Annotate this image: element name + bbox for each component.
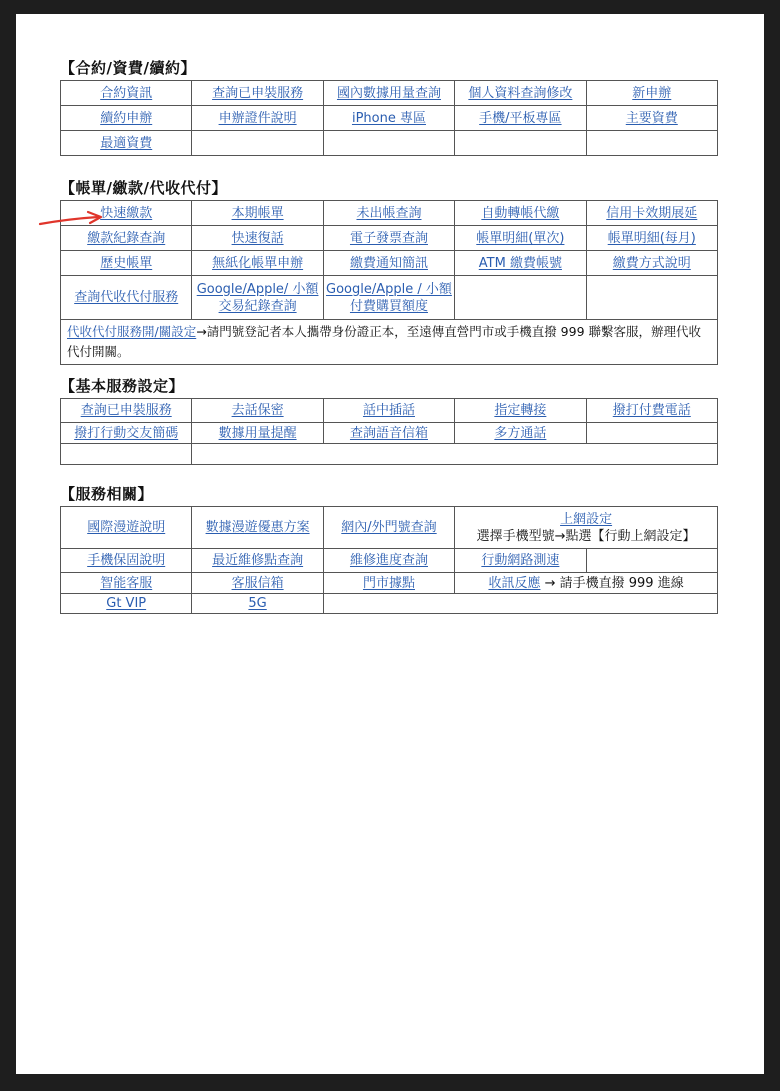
empty-cell (323, 594, 717, 614)
section-title-basic: 【基本服務設定】 (60, 377, 185, 395)
table-row (61, 594, 718, 614)
table-row (61, 276, 718, 320)
service-section (60, 484, 720, 614)
repair-progress-link[interactable]: 維修進度查詢 (323, 549, 454, 573)
signal-feedback-link[interactable]: 收訊反應 (488, 575, 541, 591)
atm-account-link[interactable]: ATM 繳費帳號 (455, 251, 586, 276)
empty-cell (586, 131, 717, 156)
collection-toggle-note (61, 320, 718, 365)
conference-call-link[interactable]: 多方通話 (455, 423, 586, 444)
signal-feedback-text: → 請手機直撥 999 進線 (540, 575, 684, 591)
paperless-bill-link[interactable]: 無紙化帳單申辦 (192, 251, 323, 276)
empty-cell (192, 131, 323, 156)
table-row (61, 444, 718, 465)
collection-toggle-link[interactable]: 代收代付服務開/關設定 (67, 324, 197, 339)
table-row (61, 423, 718, 444)
current-bill-link[interactable]: 本期帳單 (192, 201, 323, 226)
collection-service-link[interactable]: 查詢代收代付服務 (61, 276, 192, 320)
empty-cell (455, 276, 586, 320)
personal-data-link[interactable]: 個人資料查詢修改 (455, 81, 586, 106)
table-row (61, 106, 718, 131)
renewal-link[interactable]: 續約申辦 (61, 106, 192, 131)
installed-services-link[interactable]: 查詢已申裝服務 (61, 399, 192, 423)
payment-methods-link[interactable]: 繳費方式說明 (586, 251, 717, 276)
bill-detail-monthly-link[interactable]: 帳單明細(每月) (586, 226, 717, 251)
contract-table (60, 80, 718, 156)
bill-detail-single-link[interactable]: 帳單明細(單次) (455, 226, 586, 251)
payment-history-link[interactable]: 繳款紀錄查詢 (61, 226, 192, 251)
speed-test-link[interactable]: 行動網路測速 (455, 549, 586, 573)
payment-sms-link[interactable]: 繳費通知簡訊 (323, 251, 454, 276)
empty-cell (586, 423, 717, 444)
main-plans-link[interactable]: 主要資費 (586, 106, 717, 131)
installed-services-link[interactable]: 查詢已申裝服務 (192, 81, 323, 106)
store-locations-link[interactable]: 門市據點 (323, 573, 454, 594)
service-table (60, 506, 718, 614)
support-mailbox-link[interactable]: 客服信箱 (192, 573, 323, 594)
new-application-link[interactable]: 新申辦 (586, 81, 717, 106)
credit-card-extension-link[interactable]: 信用卡效期展延 (586, 201, 717, 226)
feedback-cell (455, 573, 718, 594)
five-g-link[interactable]: 5G (192, 594, 323, 614)
empty-cell (586, 276, 717, 320)
section-title-service: 【服務相關】 (60, 485, 154, 503)
table-row (61, 399, 718, 423)
basic-table (60, 398, 718, 465)
quick-payment-link[interactable]: 快速繳款 (61, 201, 192, 226)
table-row (61, 320, 718, 365)
auto-debit-link[interactable]: 自動轉帳代繳 (455, 201, 586, 226)
quick-reconnect-link[interactable]: 快速復話 (192, 226, 323, 251)
caller-id-privacy-link[interactable]: 去話保密 (192, 399, 323, 423)
call-forwarding-link[interactable]: 指定轉接 (455, 399, 586, 423)
nearest-repair-link[interactable]: 最近維修點查詢 (192, 549, 323, 573)
section-title-billing: 【帳單/繳款/代收代付】 (60, 179, 227, 197)
micro-payment-records-link[interactable]: Google/Apple/ 小額交易紀錄查詢 (192, 276, 323, 320)
document-page (16, 14, 764, 1074)
empty-cell (586, 549, 717, 573)
e-invoice-link[interactable]: 電子發票查詢 (323, 226, 454, 251)
table-row (61, 549, 718, 573)
bill-history-link[interactable]: 歷史帳單 (61, 251, 192, 276)
warranty-info-link[interactable]: 手機保固說明 (61, 549, 192, 573)
micro-payment-limit-link[interactable]: Google/Apple / 小額付費購買額度 (323, 276, 454, 320)
empty-cell (192, 444, 718, 465)
iphone-zone-link[interactable]: iPhone 專區 (323, 106, 454, 131)
table-row (61, 226, 718, 251)
basic-section (60, 376, 720, 465)
domestic-data-usage-link[interactable]: 國內數據用量查詢 (323, 81, 454, 106)
voicemail-link[interactable]: 查詢語音信箱 (323, 423, 454, 444)
contract-section (60, 58, 720, 156)
data-usage-alert-link[interactable]: 數據用量提醒 (192, 423, 323, 444)
internet-settings-text: 選擇手機型號→點選【行動上網設定】 (476, 528, 696, 544)
internet-settings-cell (455, 507, 718, 549)
on-off-net-query-link[interactable]: 網內/外門號查詢 (323, 507, 454, 549)
paid-calls-link[interactable]: 撥打付費電話 (586, 399, 717, 423)
data-roaming-plans-link[interactable]: 數據漫遊優惠方案 (192, 507, 323, 549)
billing-section (60, 178, 720, 365)
unbilled-query-link[interactable]: 未出帳查詢 (323, 201, 454, 226)
billing-table (60, 200, 718, 365)
table-row (61, 573, 718, 594)
empty-cell (61, 444, 192, 465)
table-row (61, 201, 718, 226)
phone-tablet-zone-link[interactable]: 手機/平板專區 (455, 106, 586, 131)
best-plan-link[interactable]: 最適資費 (61, 131, 192, 156)
table-row (61, 251, 718, 276)
gt-vip-link[interactable]: Gt VIP (61, 594, 192, 614)
section-title-contract: 【合約/資費/續約】 (60, 59, 196, 77)
empty-cell (455, 131, 586, 156)
red-arrow-icon (38, 210, 118, 234)
internet-settings-link[interactable]: 上網設定 (560, 511, 613, 527)
table-row (61, 131, 718, 156)
roaming-info-link[interactable]: 國際漫遊說明 (61, 507, 192, 549)
call-waiting-link[interactable]: 話中插話 (323, 399, 454, 423)
table-row (61, 81, 718, 106)
empty-cell (323, 131, 454, 156)
dating-shortcode-link[interactable]: 撥打行動交友簡碼 (61, 423, 192, 444)
table-row (61, 507, 718, 549)
documents-info-link[interactable]: 申辦證件說明 (192, 106, 323, 131)
collection-toggle-text: →請門號登記者本人攜帶身份證正本，至遠傳直營門市或手機直撥 999 聯繫客服，辦理代收代付開關。 (67, 324, 701, 359)
smart-support-link[interactable]: 智能客服 (61, 573, 192, 594)
contract-info-link[interactable]: 合約資訊 (61, 81, 192, 106)
